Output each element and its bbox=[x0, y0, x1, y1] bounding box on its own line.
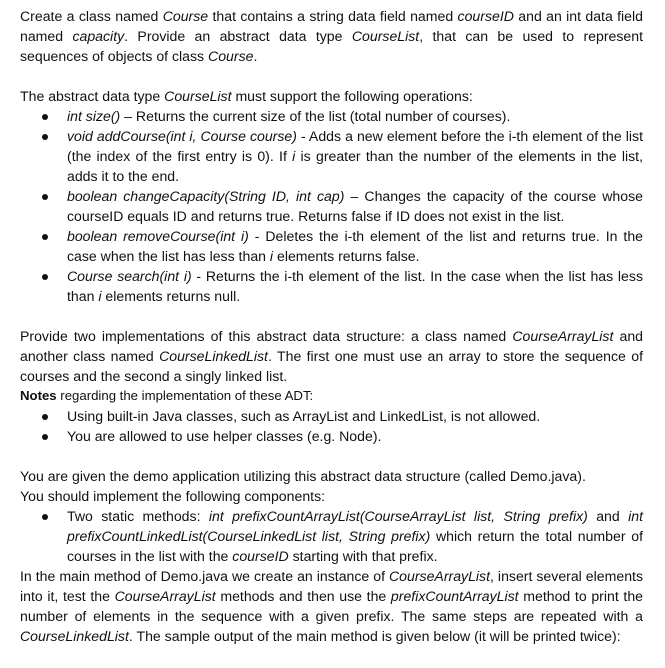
list-item-addcourse: void addCourse(int i, Course course) - Adds a new element before the i-th element of the list (the index of the first entry is 0). If i is greater than the number of the elements in the list, adds it to the end. bbox=[20, 126, 643, 186]
field-capacity: capacity bbox=[72, 28, 125, 44]
demo-components-heading: You should implement the following components: bbox=[20, 488, 326, 504]
spacer bbox=[20, 306, 643, 326]
list-item-size: int size() – Returns the current size of the list (total number of courses). bbox=[20, 106, 643, 126]
intro-paragraph: Create a class named Course that contains a string data field named courseID and an int data field named capacity. Provide an abstract data type CourseList, that can be used to represent sequences of objects of class Course. bbox=[20, 8, 643, 64]
operations-intro: The abstract data type CourseList must support the following operations: bbox=[20, 88, 473, 104]
class-name-course: Course bbox=[162, 8, 209, 24]
implementations-paragraph: Provide two implementations of this abstract data structure: a class named CourseArrayList and another class named CourseLinkedList. The first one must use an array to store the sequence of courses and the second a singly linked list. bbox=[20, 328, 643, 384]
bullet-icon bbox=[42, 114, 48, 120]
spacer bbox=[20, 66, 643, 86]
notes-list bbox=[20, 406, 643, 446]
bullet-icon bbox=[42, 434, 48, 440]
list-item-note: Using built-in Java classes, such as ArrayList and LinkedList, is not allowed. bbox=[20, 406, 643, 426]
list-item-note: You are allowed to use helper classes (e.g. Node). bbox=[20, 426, 643, 446]
bullet-icon bbox=[42, 414, 48, 420]
main-method-paragraph: In the main method of Demo.java we create an instance of CourseArrayList, insert several elements into it, test the CourseArrayList methods and then use the prefixCountArrayList method to print the number of elements in the sequence with a given prefix. The same steps are repeated with a CourseLinkedList. The sample output of the main method is given below (it will be printed twice): bbox=[20, 568, 643, 644]
bullet-icon bbox=[42, 134, 48, 140]
bullet-icon bbox=[42, 194, 48, 200]
demo-intro: You are given the demo application utilizing this abstract data structure (called Demo.java). bbox=[20, 468, 586, 484]
spacer bbox=[20, 446, 643, 466]
bullet-icon bbox=[42, 514, 48, 520]
components-list bbox=[20, 506, 643, 566]
list-item-changecapacity: boolean changeCapacity(String ID, int cap) – Changes the capacity of the course whose courseID equals ID and returns true. Returns false if ID does not exist in the list. bbox=[20, 186, 643, 226]
notes-heading: Notes regarding the implementation of these ADT: bbox=[20, 388, 314, 403]
bullet-icon bbox=[42, 234, 48, 240]
list-item-removecourse: boolean removeCourse(int i) - Deletes the i-th element of the list and returns true. In the case when the list has less than i elements returns false. bbox=[20, 226, 643, 266]
adt-courselist: CourseList bbox=[351, 28, 420, 44]
field-courseid: courseID bbox=[457, 8, 514, 24]
list-item-search: Course search(int i) - Returns the i-th element of the list. In the case when the list has less than i elements returns null. bbox=[20, 266, 643, 306]
list-item-static-methods: Two static methods: int prefixCountArrayList(CourseArrayList list, String prefix) and int prefixCountLinkedList(CourseLinkedList list, String prefix) which return the total number of courses in the list with the courseID starting with that prefix. bbox=[20, 506, 643, 566]
operations-list bbox=[20, 106, 643, 306]
bullet-icon bbox=[42, 274, 48, 280]
notes-label: Notes bbox=[20, 388, 57, 403]
